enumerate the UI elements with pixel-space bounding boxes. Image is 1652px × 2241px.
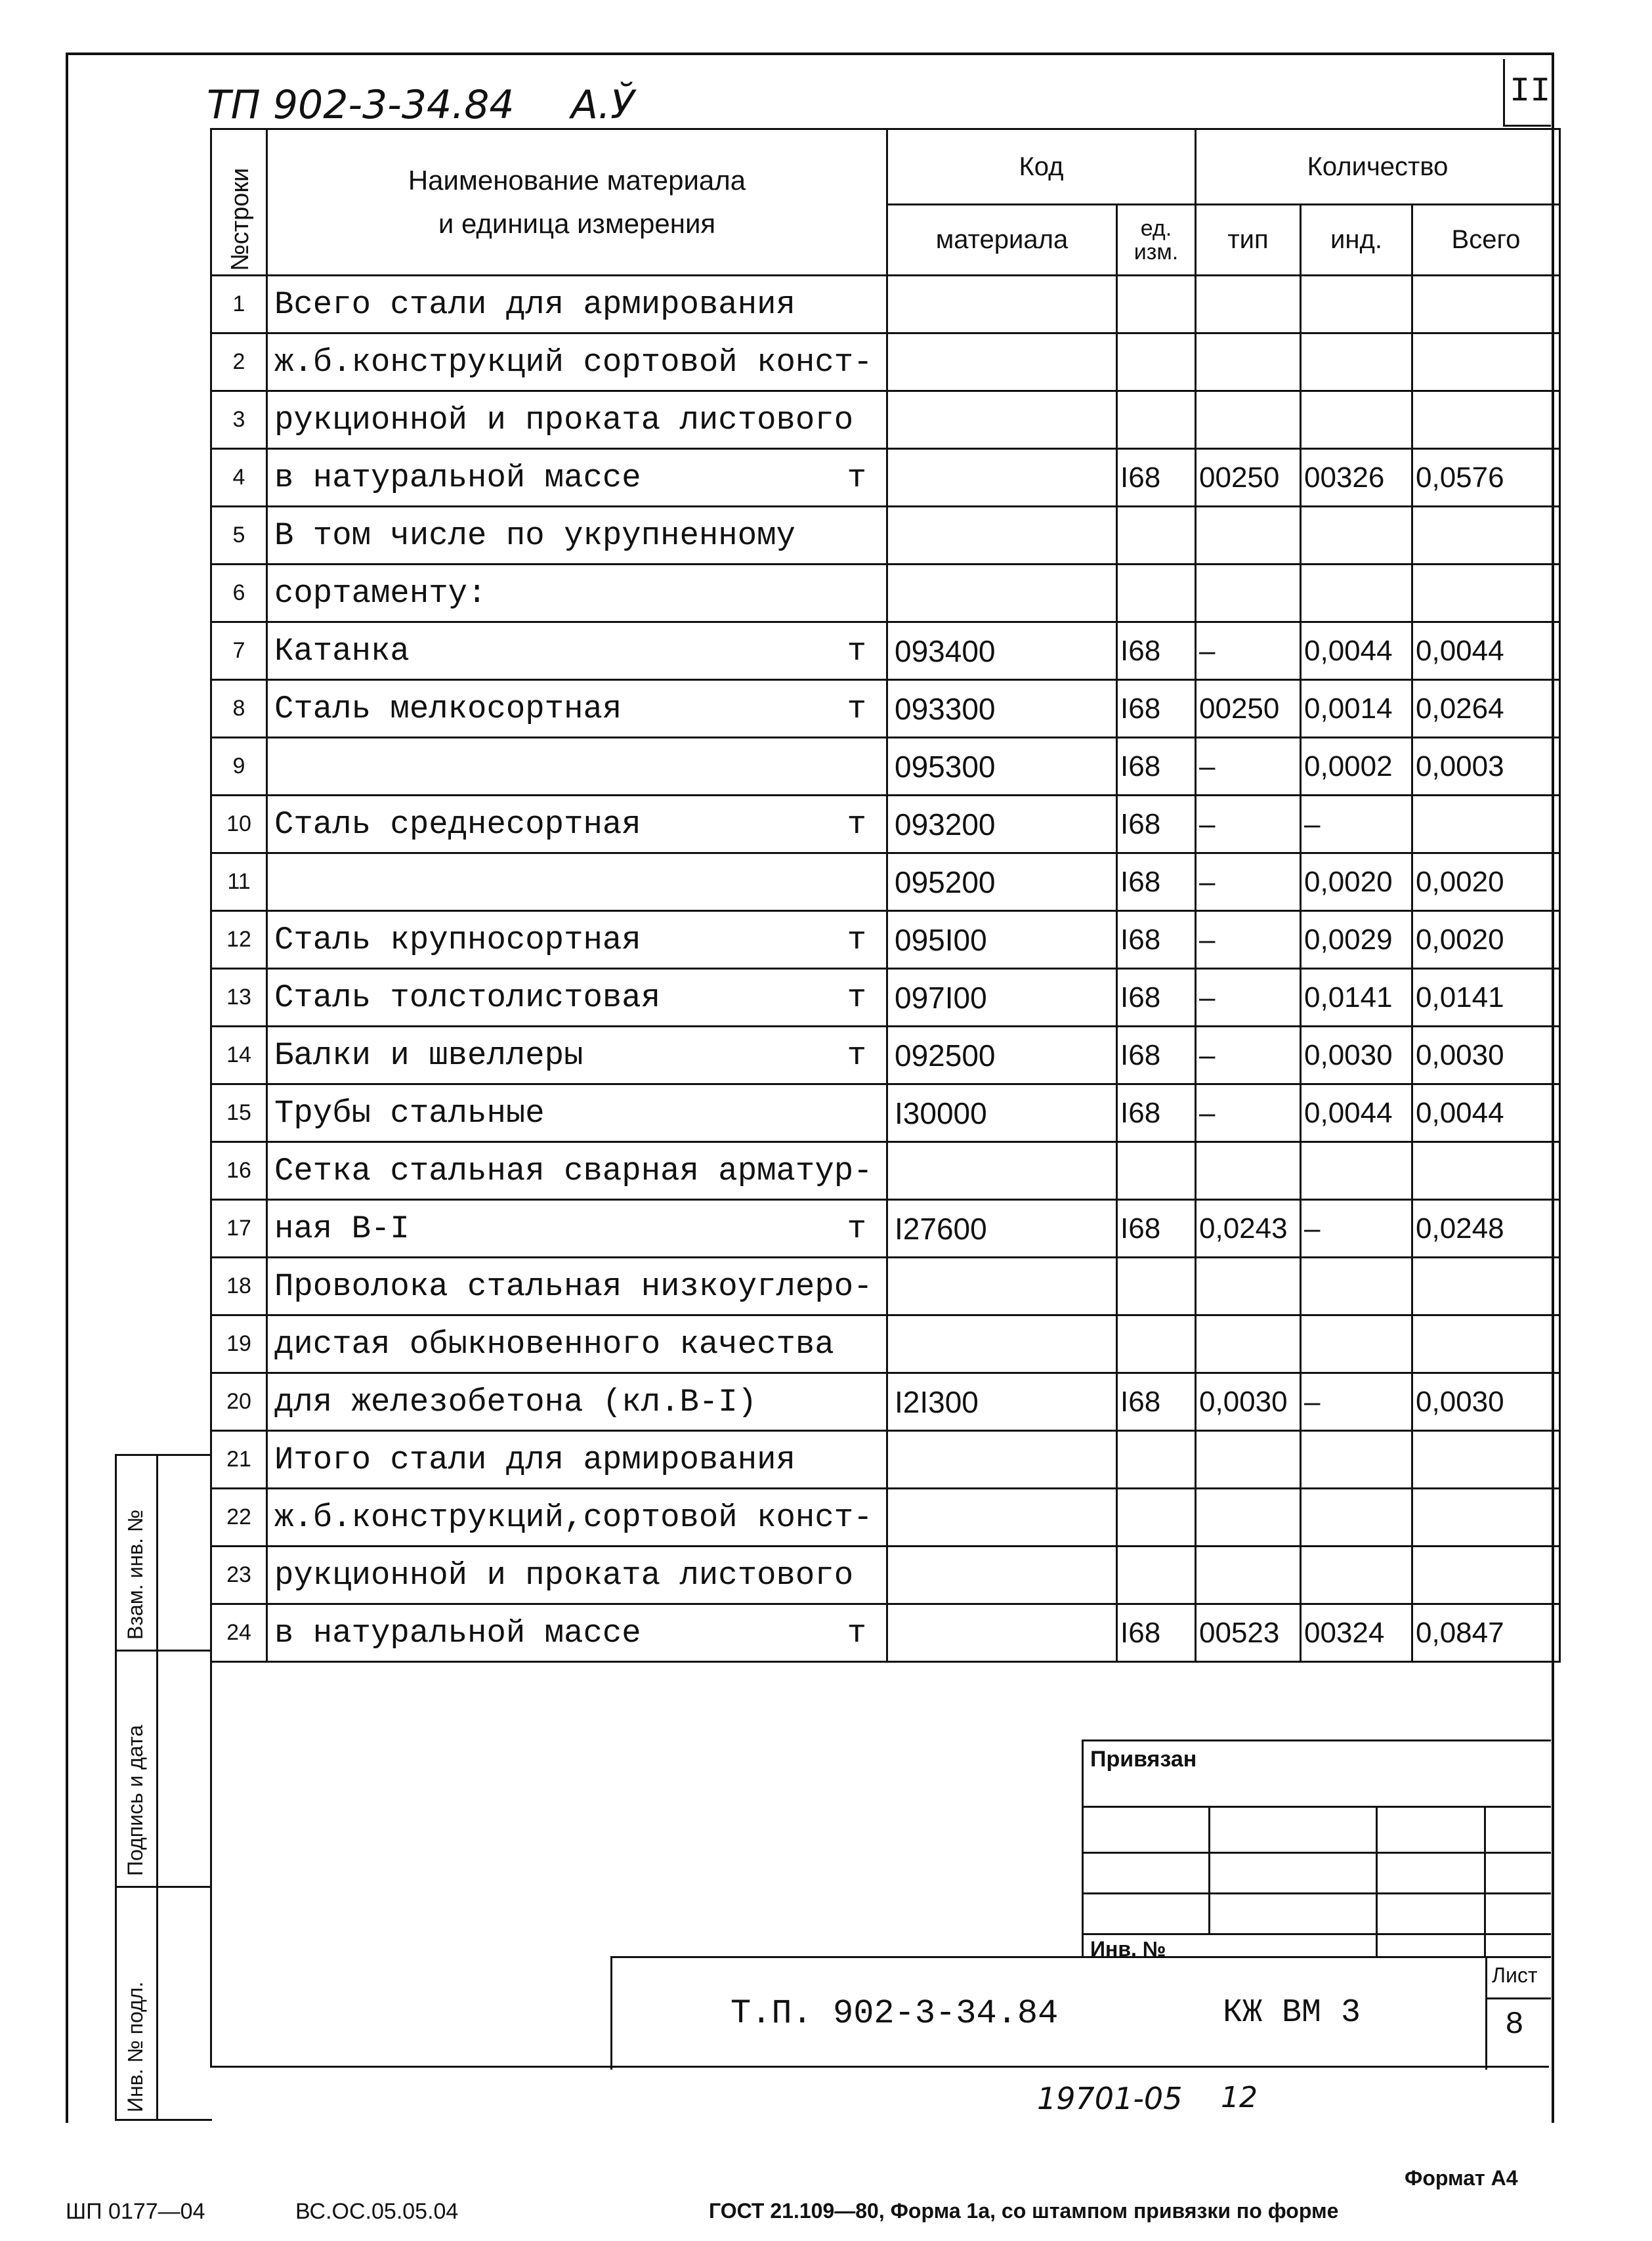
unit-code	[1117, 1258, 1196, 1315]
unit-code: I68	[1117, 969, 1196, 1027]
qty-type: 0,0030	[1196, 1373, 1301, 1431]
table-row	[211, 622, 1560, 680]
qty-ind	[1301, 1431, 1412, 1489]
qty-type	[1196, 1142, 1301, 1200]
qty-ind	[1301, 1315, 1412, 1373]
row-number: 2	[211, 333, 267, 391]
material-name: рукционной и проката листового	[267, 391, 887, 449]
material-name	[267, 853, 887, 911]
qty-type: –	[1196, 969, 1301, 1027]
qty-ind: 0,0014	[1301, 680, 1412, 738]
unit-code	[1117, 1431, 1196, 1489]
table-row	[211, 449, 1560, 507]
material-code	[887, 1604, 1117, 1662]
total-header: Всего	[1412, 205, 1560, 276]
qty-ind	[1301, 507, 1412, 565]
qty-ind	[1301, 1142, 1412, 1200]
table-row	[211, 1547, 1560, 1604]
qty-ind: 0,0044	[1301, 622, 1412, 680]
material-code-header: материала	[887, 205, 1117, 276]
unit-code: I68	[1117, 911, 1196, 969]
material-name: рукционной и проката листового	[267, 1547, 887, 1604]
qty-total: 0,0141	[1412, 969, 1560, 1027]
material-name: в натуральной массе т	[267, 1604, 887, 1662]
qty-ind: 0,0029	[1301, 911, 1412, 969]
qty-ind: 0,0044	[1301, 1084, 1412, 1142]
unit-code	[1117, 1489, 1196, 1547]
qty-total: 0,0248	[1412, 1200, 1560, 1258]
left-footer-code-2: ВС.ОС.05.05.04	[295, 2199, 459, 2224]
table-row	[211, 333, 1560, 391]
unit-code: I68	[1117, 680, 1196, 738]
qty-type	[1196, 1489, 1301, 1547]
gost-footer: ГОСТ 21.109—80, Форма 1а, со штампом привязки по форме	[709, 2199, 1339, 2223]
measure-unit: т	[847, 1210, 866, 1247]
material-name: Сталь мелкосортная т	[267, 680, 887, 738]
row-number: 22	[211, 1489, 267, 1547]
unit-code	[1117, 276, 1196, 333]
measure-unit: т	[847, 1614, 866, 1652]
qty-total	[1412, 1258, 1560, 1315]
material-code: 092500	[887, 1027, 1117, 1084]
material-name: Сетка стальная сварная арматур-	[267, 1142, 887, 1200]
row-number: 5	[211, 507, 267, 565]
material-code	[887, 1258, 1117, 1315]
qty-type: –	[1196, 911, 1301, 969]
qty-ind	[1301, 565, 1412, 622]
material-name	[267, 738, 887, 796]
title-block	[610, 1956, 1551, 2070]
qty-total: 0,0847	[1412, 1604, 1560, 1662]
privyazan-block: Привязан Инв. №	[1082, 1739, 1551, 1958]
qty-type	[1196, 333, 1301, 391]
qty-ind: 00326	[1301, 449, 1412, 507]
qty-type	[1196, 507, 1301, 565]
material-code	[887, 1489, 1117, 1547]
table-row	[211, 1431, 1560, 1489]
qty-total	[1412, 796, 1560, 853]
row-number: 12	[211, 911, 267, 969]
qty-type	[1196, 1547, 1301, 1604]
qty-type: 0,0243	[1196, 1200, 1301, 1258]
material-code	[887, 391, 1117, 449]
row-number: 18	[211, 1258, 267, 1315]
handwritten-page: 12	[1221, 2081, 1258, 2114]
quantity-group-header: Количество	[1196, 129, 1560, 205]
unit-code	[1117, 507, 1196, 565]
unit-code	[1117, 1142, 1196, 1200]
qty-ind	[1301, 1489, 1412, 1547]
row-number: 14	[211, 1027, 267, 1084]
row-number: 19	[211, 1315, 267, 1373]
row-number: 17	[211, 1200, 267, 1258]
row-number: 21	[211, 1431, 267, 1489]
row-number: 4	[211, 449, 267, 507]
measure-unit: т	[847, 921, 866, 958]
material-name: Сталь крупносортная т	[267, 911, 887, 969]
material-code	[887, 449, 1117, 507]
qty-ind: –	[1301, 796, 1412, 853]
inv-no-label: Инв. №	[1090, 1937, 1166, 1961]
material-code: 093300	[887, 680, 1117, 738]
material-code: 095300	[887, 738, 1117, 796]
measure-unit: т	[847, 805, 866, 843]
qty-type: –	[1196, 1027, 1301, 1084]
qty-type	[1196, 1258, 1301, 1315]
qty-type	[1196, 391, 1301, 449]
table-row	[211, 1373, 1560, 1431]
label-inv-podl: Инв. № подл.	[123, 1981, 147, 2112]
unit-code	[1117, 1547, 1196, 1604]
table-row	[211, 276, 1560, 333]
material-code: 095I00	[887, 911, 1117, 969]
unit-code	[1117, 1315, 1196, 1373]
row-number: 8	[211, 680, 267, 738]
table-row	[211, 1489, 1560, 1547]
material-code	[887, 333, 1117, 391]
table-row	[211, 1200, 1560, 1258]
row-number: 23	[211, 1547, 267, 1604]
qty-ind: 0,0030	[1301, 1027, 1412, 1084]
qty-ind: 0,0141	[1301, 969, 1412, 1027]
inner-border-line	[210, 1648, 212, 2068]
qty-type: 00250	[1196, 449, 1301, 507]
measure-unit: т	[847, 632, 866, 670]
row-number: 9	[211, 738, 267, 796]
row-number: 15	[211, 1084, 267, 1142]
qty-type	[1196, 1431, 1301, 1489]
unit-code: I68	[1117, 738, 1196, 796]
table-row	[211, 391, 1560, 449]
table-row	[211, 969, 1560, 1027]
material-name: Катанка т	[267, 622, 887, 680]
qty-type: –	[1196, 853, 1301, 911]
material-code: I2I300	[887, 1373, 1117, 1431]
qty-total: 0,0044	[1412, 622, 1560, 680]
unit-code	[1117, 391, 1196, 449]
table-body	[211, 276, 1560, 1662]
qty-ind: –	[1301, 1200, 1412, 1258]
table-row	[211, 853, 1560, 911]
code-group-header: Код	[887, 129, 1196, 205]
bottom-border-line	[210, 2066, 1549, 2068]
material-name: ж.б.конструкций сортовой конст-	[267, 333, 887, 391]
unit-code: I68	[1117, 1200, 1196, 1258]
material-code: I27600	[887, 1200, 1117, 1258]
row-number: 13	[211, 969, 267, 1027]
qty-total: 0,0576	[1412, 449, 1560, 507]
qty-total	[1412, 507, 1560, 565]
row-number: 16	[211, 1142, 267, 1200]
unit-code: I68	[1117, 1027, 1196, 1084]
unit-code: I68	[1117, 1604, 1196, 1662]
header-album: А.Ў	[571, 82, 635, 128]
table-row	[211, 1142, 1560, 1200]
ind-header: инд.	[1301, 205, 1412, 276]
qty-type: –	[1196, 1084, 1301, 1142]
table-row	[211, 911, 1560, 969]
material-code: I30000	[887, 1084, 1117, 1142]
sheet-label: Лист	[1492, 1963, 1538, 1987]
table-row	[211, 1315, 1560, 1373]
row-number: 7	[211, 622, 267, 680]
material-name: для железобетона (кл.В-I)	[267, 1373, 887, 1431]
material-code: 097I00	[887, 969, 1117, 1027]
qty-type	[1196, 565, 1301, 622]
qty-ind	[1301, 1258, 1412, 1315]
row-number: 20	[211, 1373, 267, 1431]
measure-unit: т	[847, 1036, 866, 1074]
qty-total	[1412, 1142, 1560, 1200]
table-row	[211, 1027, 1560, 1084]
qty-ind: 00324	[1301, 1604, 1412, 1662]
measure-unit: т	[847, 979, 866, 1016]
table-row	[211, 738, 1560, 796]
material-name: Итого стали для армирования	[267, 1431, 887, 1489]
row-number: 3	[211, 391, 267, 449]
qty-ind	[1301, 1547, 1412, 1604]
material-name: ж.б.конструкций,сортовой конст-	[267, 1489, 887, 1547]
row-number: 1	[211, 276, 267, 333]
label-inv-vzam: Взам. инв. №	[123, 1509, 147, 1640]
material-name: Балки и швеллеры т	[267, 1027, 887, 1084]
qty-type	[1196, 276, 1301, 333]
material-code	[887, 1431, 1117, 1489]
unit-code: I68	[1117, 853, 1196, 911]
material-name: Проволока стальная низкоуглеро-	[267, 1258, 887, 1315]
qty-total	[1412, 565, 1560, 622]
table-row	[211, 1084, 1560, 1142]
material-table	[210, 128, 1561, 1663]
handwritten-number: 19701-05	[1037, 2081, 1183, 2116]
qty-total	[1412, 1315, 1560, 1373]
material-name: сортаменту:	[267, 565, 887, 622]
table-row	[211, 1258, 1560, 1315]
material-name: дистая обыкновенного качества	[267, 1315, 887, 1373]
qty-total: 0,0044	[1412, 1084, 1560, 1142]
sheet-number: II	[1510, 72, 1551, 111]
format-label: Формат А4	[1405, 2166, 1518, 2190]
material-name: в натуральной массе т	[267, 449, 887, 507]
unit-code: I68	[1117, 449, 1196, 507]
qty-type: –	[1196, 738, 1301, 796]
qty-ind: –	[1301, 1373, 1412, 1431]
material-name: Трубы стальные	[267, 1084, 887, 1142]
name-header: Наименование материала и единица измерения	[267, 129, 887, 276]
measure-unit: т	[847, 690, 866, 727]
measure-unit: т	[847, 459, 866, 496]
material-code	[887, 507, 1117, 565]
qty-total	[1412, 333, 1560, 391]
qty-total	[1412, 391, 1560, 449]
table-row	[211, 507, 1560, 565]
unit-code: I68	[1117, 1373, 1196, 1431]
row-number: 6	[211, 565, 267, 622]
qty-ind	[1301, 391, 1412, 449]
material-name: ная В-I т	[267, 1200, 887, 1258]
material-code	[887, 1142, 1117, 1200]
qty-total: 0,0030	[1412, 1373, 1560, 1431]
material-code	[887, 565, 1117, 622]
row-number: 11	[211, 853, 267, 911]
label-sign-date: Подпись и дата	[123, 1724, 147, 1876]
material-code: 095200	[887, 853, 1117, 911]
left-stamp-strip	[115, 1454, 212, 2121]
unit-code	[1117, 565, 1196, 622]
qty-ind: 0,0002	[1301, 738, 1412, 796]
qty-type: –	[1196, 796, 1301, 853]
unit-code	[1117, 333, 1196, 391]
table-row	[211, 565, 1560, 622]
qty-total	[1412, 1431, 1560, 1489]
table-row	[211, 680, 1560, 738]
title-mark: КЖ ВМ 3	[1223, 1994, 1361, 2032]
material-code	[887, 276, 1117, 333]
title-doc-code: Т.П. 902-3-34.84	[731, 1994, 1059, 2033]
qty-type: 00523	[1196, 1604, 1301, 1662]
qty-total: 0,0003	[1412, 738, 1560, 796]
qty-total: 0,0264	[1412, 680, 1560, 738]
material-code	[887, 1547, 1117, 1604]
material-name: Всего стали для армирования	[267, 276, 887, 333]
unit-code: I68	[1117, 796, 1196, 853]
qty-total: 0,0020	[1412, 911, 1560, 969]
row-number-header: №строки	[211, 129, 267, 276]
material-code: 093200	[887, 796, 1117, 853]
left-footer-code: ШП 0177—04	[66, 2199, 205, 2224]
row-number: 10	[211, 796, 267, 853]
qty-ind	[1301, 333, 1412, 391]
material-name: Сталь толстолистовая т	[267, 969, 887, 1027]
qty-ind: 0,0020	[1301, 853, 1412, 911]
qty-total	[1412, 1547, 1560, 1604]
qty-type: –	[1196, 622, 1301, 680]
unit-code: I68	[1117, 622, 1196, 680]
sheet-value: 8	[1505, 2007, 1524, 2043]
header-doc-code: ТП 902-3-34.84	[207, 82, 515, 128]
row-number: 24	[211, 1604, 267, 1662]
qty-type	[1196, 1315, 1301, 1373]
table-row	[211, 796, 1560, 853]
material-name: В том числе по укрупненному	[267, 507, 887, 565]
type-header: тип	[1196, 205, 1301, 276]
table-row	[211, 1604, 1560, 1662]
qty-type: 00250	[1196, 680, 1301, 738]
material-name: Сталь среднесортная т	[267, 796, 887, 853]
qty-ind	[1301, 276, 1412, 333]
qty-total	[1412, 276, 1560, 333]
material-code: 093400	[887, 622, 1117, 680]
qty-total: 0,0030	[1412, 1027, 1560, 1084]
material-code	[887, 1315, 1117, 1373]
qty-total: 0,0020	[1412, 853, 1560, 911]
unit-header: ед. изм.	[1117, 205, 1196, 276]
unit-code: I68	[1117, 1084, 1196, 1142]
qty-total	[1412, 1489, 1560, 1547]
